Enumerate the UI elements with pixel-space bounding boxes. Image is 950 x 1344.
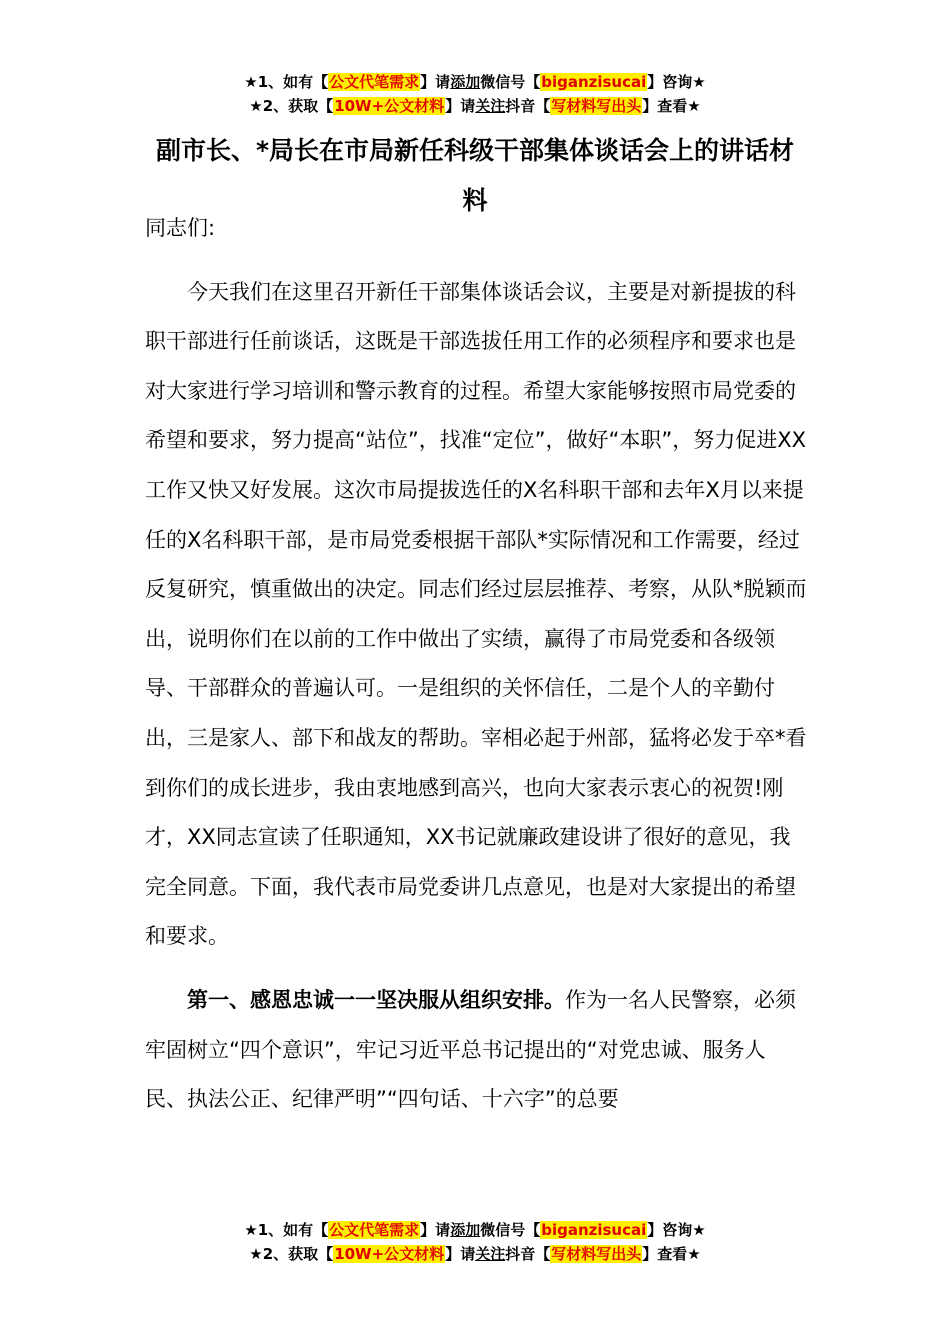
- highlight-text: 公文代笔需求: [329, 73, 420, 91]
- highlight-text: 10W+公文材料: [334, 97, 445, 115]
- banner-line-1: ★1、如有【公文代笔需求】请添加微信号【biganzisucai】咨询★: [244, 73, 706, 91]
- banner-line-2: ★2、获取【10W+公文材料】请关注抖音【写材料写出头】查看★: [249, 97, 701, 115]
- top-banner: [0, 70, 950, 118]
- banner-line-2: ★2、获取【10W+公文材料】请关注抖音【写材料写出头】查看★: [249, 1245, 701, 1263]
- paragraph-1: 今天我们在这里召开新任干部集体谈话会议，主要是对新提拔的科职干部进行任前谈话，这既是干部选拔任用工作的必须程序和要求也是对大家进行学习培训和警示教育的过程。希望大家能够按照市局党委的希望和要求，努力提高“站位”，找准“定位”，做好“本职”，努力促进XX工作又快又好发展。这次市局提拔选任的X名科职干部和去年X月以来提任的X名科职干部，是市局党委根据干部队*实际情况和工作需要，经过反复研究，慎重做出的决定。同志们经过层层推荐、考察，从队*脱颖而出，说明你们在以前的工作中做出了实绩，赢得了市局党委和各级领导、干部群众的普遍认可。一是组织的关怀信任，二是个人的辛勤付出，三是家人、部下和战友的帮助。宰相必起于州部，猛将必发于卒*看到你们的成长进步，我由衷地感到高兴，也向大家表示衷心的祝贺!刚才，XX同志宣读了任职通知，XX书记就廉政建设讲了很好的意见，我完全同意。下面，我代表市局党委讲几点意见，也是对大家提出的希望和要求。: [145, 279, 807, 949]
- document-body: [145, 204, 807, 1125]
- highlight-text: biganzisucai: [541, 73, 647, 91]
- highlight-text: 写材料写出头: [551, 97, 642, 115]
- banner-line-1: ★1、如有【公文代笔需求】请添加微信号【biganzisucai】咨询★: [244, 1221, 706, 1239]
- document-title: 副市长、*局长在市局新任科级干部集体谈话会上的讲话材料: [155, 136, 795, 215]
- salutation: 同志们:: [145, 216, 216, 240]
- paragraph-2: 第一、感恩忠诚一一坚决服从组织安排。作为一名人民警察，必须牢固树立“四个意识”，牢记习近平总书记提出的“对党忠诚、服务人民、执法公正、纪律严明”“四句话、十六字”的总要: [145, 987, 796, 1112]
- highlight-text: 10W+公文材料: [334, 1245, 445, 1263]
- bottom-banner: [0, 1218, 950, 1266]
- highlight-text: biganzisucai: [541, 1221, 647, 1239]
- section-heading: 第一、感恩忠诚一一坚决服从组织安排。: [187, 987, 565, 1012]
- highlight-text: 公文代笔需求: [329, 1221, 420, 1239]
- highlight-text: 写材料写出头: [551, 1245, 642, 1263]
